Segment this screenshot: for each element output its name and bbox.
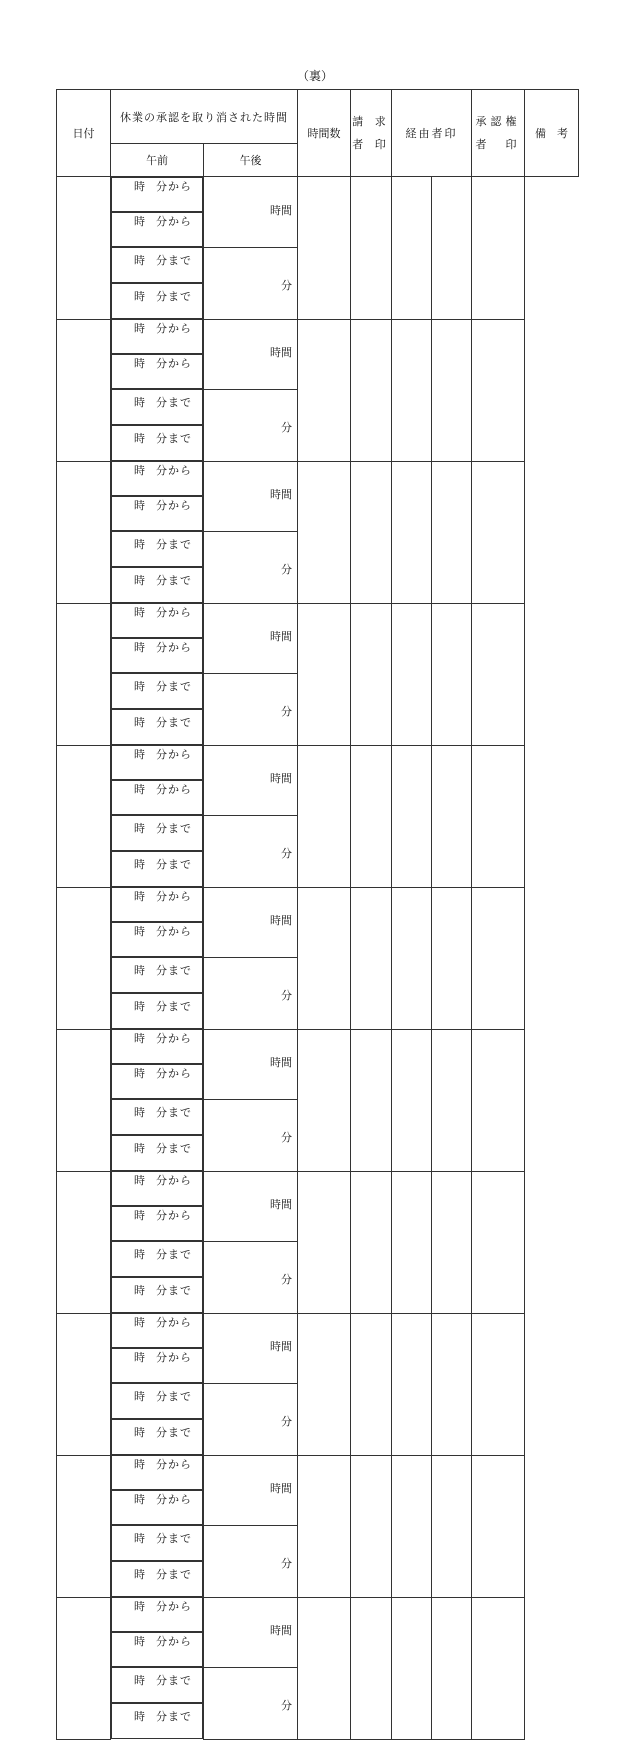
ji-label: 時 <box>134 538 146 551</box>
requester-seal-cell[interactable] <box>298 319 351 461</box>
minutes-cell[interactable] <box>204 673 298 745</box>
ji-label: 時 <box>134 822 146 835</box>
pm-to-cell[interactable] <box>111 851 203 887</box>
ji-label: 時 <box>134 1174 146 1187</box>
entry-row-top <box>57 603 579 673</box>
minutes-cell[interactable] <box>204 531 298 603</box>
fun-label: 分 <box>281 279 292 292</box>
pm-from-cell[interactable] <box>111 780 203 815</box>
from-label: 分から <box>156 641 192 654</box>
header-approver-line1: 承認権 <box>475 115 521 128</box>
am-to-cell[interactable] <box>111 1667 203 1703</box>
am-from-cell[interactable] <box>111 603 203 638</box>
am-from-cell[interactable] <box>111 177 203 212</box>
hours-cell[interactable] <box>204 177 298 248</box>
ji-label: 時 <box>134 290 146 303</box>
from-label: 分から <box>156 1351 192 1364</box>
fun-label: 分 <box>281 705 292 718</box>
via-seal-cell-1[interactable] <box>351 177 392 320</box>
remarks-cell[interactable] <box>472 1029 525 1171</box>
via-seal-cell-1[interactable] <box>351 319 392 461</box>
from-label: 分から <box>156 890 192 903</box>
minutes-cell[interactable] <box>204 1383 298 1455</box>
from-label: 分から <box>156 215 192 228</box>
requester-seal-cell[interactable] <box>298 1597 351 1739</box>
header-via-seal: 経由者印 <box>392 90 472 177</box>
date-cell[interactable] <box>57 1597 111 1739</box>
from-label: 分から <box>156 1209 192 1222</box>
pm-to-cell[interactable] <box>111 1277 203 1313</box>
date-cell[interactable] <box>57 461 111 603</box>
pm-from-cell[interactable] <box>111 922 203 957</box>
ji-label: 時 <box>134 254 146 267</box>
approver-seal-cell[interactable] <box>432 1597 472 1739</box>
ji-label: 時 <box>134 1316 146 1329</box>
via-seal-cell-2[interactable] <box>392 1455 432 1597</box>
remarks-cell[interactable] <box>472 1597 525 1739</box>
pm-to-cell[interactable] <box>111 283 203 319</box>
from-label: 分から <box>156 322 192 335</box>
pm-to-cell[interactable] <box>111 567 203 603</box>
jikan-label: 時間 <box>270 772 292 785</box>
entry-row-top <box>57 745 579 815</box>
via-seal-cell-2[interactable] <box>392 603 432 745</box>
from-label: 分から <box>156 925 192 938</box>
date-cell[interactable] <box>57 177 111 320</box>
fun-label: 分 <box>281 421 292 434</box>
am-to-cell[interactable] <box>111 1383 203 1419</box>
minutes-cell[interactable] <box>204 1667 298 1739</box>
minutes-cell[interactable] <box>204 247 298 319</box>
from-label: 分から <box>156 1174 192 1187</box>
to-label: 分まで <box>156 1106 192 1119</box>
from-label: 分から <box>156 783 192 796</box>
minutes-cell[interactable] <box>204 1241 298 1313</box>
from-label: 分から <box>156 1316 192 1329</box>
ji-label: 時 <box>134 1209 146 1222</box>
ji-label: 時 <box>134 748 146 761</box>
requester-seal-cell[interactable] <box>298 887 351 1029</box>
ji-label: 時 <box>134 215 146 228</box>
to-label: 分まで <box>156 716 192 729</box>
remarks-cell[interactable] <box>472 1171 525 1313</box>
jikan-label: 時間 <box>270 1056 292 1069</box>
via-seal-cell-2[interactable] <box>392 1597 432 1739</box>
jikan-label: 時間 <box>270 1482 292 1495</box>
to-label: 分まで <box>156 1390 192 1403</box>
approver-seal-cell[interactable] <box>432 1455 472 1597</box>
ji-label: 時 <box>134 1142 146 1155</box>
jikan-label: 時間 <box>270 488 292 501</box>
header-approver-line2: 者 印 <box>475 138 521 151</box>
requester-seal-cell[interactable] <box>298 177 351 320</box>
via-seal-cell-2[interactable] <box>392 745 432 887</box>
fun-label: 分 <box>281 1557 292 1570</box>
approver-seal-cell[interactable] <box>432 887 472 1029</box>
am-from-cell[interactable] <box>111 319 203 354</box>
to-label: 分まで <box>156 1000 192 1013</box>
via-seal-cell-2[interactable] <box>392 319 432 461</box>
ji-label: 時 <box>134 1284 146 1297</box>
to-label: 分まで <box>156 822 192 835</box>
to-label: 分まで <box>156 1284 192 1297</box>
am-to-cell[interactable] <box>111 957 203 993</box>
via-seal-cell-1[interactable] <box>351 1597 392 1739</box>
via-seal-cell-1[interactable] <box>351 1029 392 1171</box>
leave-cancellation-form-table <box>56 89 579 1740</box>
from-label: 分から <box>156 606 192 619</box>
remarks-cell[interactable] <box>472 745 525 887</box>
jikan-label: 時間 <box>270 1198 292 1211</box>
ji-label: 時 <box>134 499 146 512</box>
via-seal-cell-1[interactable] <box>351 603 392 745</box>
remarks-cell[interactable] <box>472 887 525 1029</box>
ji-label: 時 <box>134 964 146 977</box>
ji-label: 時 <box>134 1600 146 1613</box>
ji-label: 時 <box>134 716 146 729</box>
header-requester-line2: 者 印 <box>352 138 390 151</box>
remarks-cell[interactable] <box>472 461 525 603</box>
pm-to-cell[interactable] <box>111 1419 203 1455</box>
to-label: 分まで <box>156 964 192 977</box>
minutes-cell[interactable] <box>204 389 298 461</box>
pm-from-cell[interactable] <box>111 1632 203 1667</box>
ji-label: 時 <box>134 1426 146 1439</box>
requester-seal-cell[interactable] <box>298 461 351 603</box>
am-from-cell[interactable] <box>111 1029 203 1064</box>
via-seal-cell-1[interactable] <box>351 461 392 603</box>
to-label: 分まで <box>156 396 192 409</box>
ji-label: 時 <box>134 322 146 335</box>
header-requester-seal <box>351 90 392 177</box>
jikan-label: 時間 <box>270 630 292 643</box>
from-label: 分から <box>156 748 192 761</box>
from-label: 分から <box>156 180 192 193</box>
ji-label: 時 <box>134 858 146 871</box>
am-to-cell[interactable] <box>111 1099 203 1135</box>
ji-label: 時 <box>134 1390 146 1403</box>
jikan-label: 時間 <box>270 1340 292 1353</box>
approver-seal-cell[interactable] <box>432 1313 472 1455</box>
ji-label: 時 <box>134 1674 146 1687</box>
am-from-cell[interactable] <box>111 461 203 496</box>
to-label: 分まで <box>156 680 192 693</box>
requester-seal-cell[interactable] <box>298 1455 351 1597</box>
am-from-cell[interactable] <box>111 1313 203 1348</box>
ji-label: 時 <box>134 606 146 619</box>
header-approver-seal <box>472 90 525 177</box>
from-label: 分から <box>156 1067 192 1080</box>
to-label: 分まで <box>156 290 192 303</box>
minutes-cell[interactable] <box>204 815 298 887</box>
minutes-cell[interactable] <box>204 1099 298 1171</box>
remarks-cell[interactable] <box>472 1313 525 1455</box>
header-am: 午前 <box>111 144 204 177</box>
from-label: 分から <box>156 1493 192 1506</box>
ji-label: 時 <box>134 890 146 903</box>
hours-cell[interactable] <box>204 1313 298 1383</box>
from-label: 分から <box>156 1458 192 1471</box>
from-label: 分から <box>156 499 192 512</box>
pm-to-cell[interactable] <box>111 1135 203 1171</box>
hours-cell[interactable] <box>204 887 298 957</box>
via-seal-cell-2[interactable] <box>392 1313 432 1455</box>
pm-to-cell[interactable] <box>111 425 203 461</box>
ji-label: 時 <box>134 180 146 193</box>
fun-label: 分 <box>281 1273 292 1286</box>
remarks-cell[interactable] <box>472 177 525 320</box>
via-seal-cell-1[interactable] <box>351 745 392 887</box>
am-to-cell[interactable] <box>111 531 203 567</box>
from-label: 分から <box>156 1600 192 1613</box>
pm-from-cell[interactable] <box>111 638 203 673</box>
ji-label: 時 <box>134 1710 146 1723</box>
am-to-cell[interactable] <box>111 673 203 709</box>
entry-row-top <box>57 177 579 248</box>
am-to-cell[interactable] <box>111 1241 203 1277</box>
from-label: 分から <box>156 357 192 370</box>
fun-label: 分 <box>281 847 292 860</box>
via-seal-cell-1[interactable] <box>351 1455 392 1597</box>
pm-to-cell[interactable] <box>111 993 203 1029</box>
ji-label: 時 <box>134 464 146 477</box>
requester-seal-cell[interactable] <box>298 1313 351 1455</box>
jikan-label: 時間 <box>270 914 292 927</box>
pm-from-cell[interactable] <box>111 1348 203 1383</box>
ji-label: 時 <box>134 1351 146 1364</box>
ji-label: 時 <box>134 1458 146 1471</box>
fun-label: 分 <box>281 563 292 576</box>
via-seal-cell-1[interactable] <box>351 887 392 1029</box>
hours-cell[interactable] <box>204 1455 298 1525</box>
hours-cell[interactable] <box>204 603 298 673</box>
requester-seal-cell[interactable] <box>298 603 351 745</box>
ji-label: 時 <box>134 1032 146 1045</box>
ji-label: 時 <box>134 1248 146 1261</box>
to-label: 分まで <box>156 432 192 445</box>
date-cell[interactable] <box>57 1171 111 1313</box>
date-cell[interactable] <box>57 745 111 887</box>
header-cancelled-time: 休業の承認を取り消された時間 <box>111 90 298 144</box>
entry-row-top <box>57 1171 579 1241</box>
minutes-cell[interactable] <box>204 1525 298 1597</box>
pm-to-cell[interactable] <box>111 1561 203 1597</box>
pm-to-cell[interactable] <box>111 1703 203 1739</box>
approver-seal-cell[interactable] <box>432 1029 472 1171</box>
fun-label: 分 <box>281 1131 292 1144</box>
approver-seal-cell[interactable] <box>432 1171 472 1313</box>
remarks-cell[interactable] <box>472 603 525 745</box>
entry-row-top <box>57 461 579 531</box>
to-label: 分まで <box>156 1248 192 1261</box>
entry-row-top <box>57 1029 579 1099</box>
entry-row-top <box>57 1313 579 1383</box>
hours-cell[interactable] <box>204 461 298 531</box>
entry-row-top <box>57 319 579 389</box>
ji-label: 時 <box>134 680 146 693</box>
to-label: 分まで <box>156 574 192 587</box>
pm-from-cell[interactable] <box>111 1490 203 1525</box>
requester-seal-cell[interactable] <box>298 1171 351 1313</box>
am-from-cell[interactable] <box>111 1597 203 1632</box>
pm-from-cell[interactable] <box>111 212 203 247</box>
am-to-cell[interactable] <box>111 247 203 283</box>
approver-seal-cell[interactable] <box>432 603 472 745</box>
entry-row-top <box>57 887 579 957</box>
ji-label: 時 <box>134 641 146 654</box>
to-label: 分まで <box>156 1532 192 1545</box>
pm-from-cell[interactable] <box>111 496 203 531</box>
to-label: 分まで <box>156 1426 192 1439</box>
ji-label: 時 <box>134 925 146 938</box>
approver-seal-cell[interactable] <box>432 461 472 603</box>
from-label: 分から <box>156 1032 192 1045</box>
approver-seal-cell[interactable] <box>432 745 472 887</box>
approver-seal-cell[interactable] <box>432 319 472 461</box>
ji-label: 時 <box>134 574 146 587</box>
am-to-cell[interactable] <box>111 815 203 851</box>
via-seal-cell-1[interactable] <box>351 1313 392 1455</box>
to-label: 分まで <box>156 254 192 267</box>
am-from-cell[interactable] <box>111 745 203 780</box>
approver-seal-cell[interactable] <box>432 177 472 320</box>
requester-seal-cell[interactable] <box>298 1029 351 1171</box>
date-cell[interactable] <box>57 887 111 1029</box>
hours-cell[interactable] <box>204 1171 298 1241</box>
via-seal-cell-2[interactable] <box>392 177 432 320</box>
date-cell[interactable] <box>57 1313 111 1455</box>
from-label: 分から <box>156 1635 192 1648</box>
from-label: 分から <box>156 464 192 477</box>
ji-label: 時 <box>134 432 146 445</box>
remarks-cell[interactable] <box>472 1455 525 1597</box>
header-hours: 時間数 <box>298 90 351 177</box>
via-seal-cell-2[interactable] <box>392 887 432 1029</box>
entry-row-top <box>57 1455 579 1525</box>
fun-label: 分 <box>281 1699 292 1712</box>
via-seal-cell-2[interactable] <box>392 1171 432 1313</box>
am-to-cell[interactable] <box>111 389 203 425</box>
via-seal-cell-2[interactable] <box>392 1029 432 1171</box>
pm-to-cell[interactable] <box>111 709 203 745</box>
page-mark: （裏） <box>296 69 333 83</box>
date-cell[interactable] <box>57 319 111 461</box>
to-label: 分まで <box>156 858 192 871</box>
jikan-label: 時間 <box>270 203 292 217</box>
ji-label: 時 <box>134 1635 146 1648</box>
ji-label: 時 <box>134 783 146 796</box>
to-label: 分まで <box>156 1142 192 1155</box>
ji-label: 時 <box>134 396 146 409</box>
to-label: 分まで <box>156 1710 192 1723</box>
fun-label: 分 <box>281 989 292 1002</box>
requester-seal-cell[interactable] <box>298 745 351 887</box>
header-pm: 午後 <box>204 144 298 177</box>
pm-from-cell[interactable] <box>111 1206 203 1241</box>
to-label: 分まで <box>156 1568 192 1581</box>
ji-label: 時 <box>134 1067 146 1080</box>
am-from-cell[interactable] <box>111 1171 203 1206</box>
via-seal-cell-2[interactable] <box>392 461 432 603</box>
ji-label: 時 <box>134 1568 146 1581</box>
date-cell[interactable] <box>57 1029 111 1171</box>
jikan-label: 時間 <box>270 1624 292 1637</box>
header-requester-line1: 請 求 <box>352 115 390 128</box>
hours-cell[interactable] <box>204 319 298 389</box>
minutes-cell[interactable] <box>204 957 298 1029</box>
date-cell[interactable] <box>57 603 111 745</box>
remarks-cell[interactable] <box>472 319 525 461</box>
to-label: 分まで <box>156 1674 192 1687</box>
to-label: 分まで <box>156 538 192 551</box>
entry-row-top <box>57 1597 579 1667</box>
jikan-label: 時間 <box>270 346 292 359</box>
header-remarks: 備 考 <box>525 90 579 177</box>
hours-cell[interactable] <box>204 745 298 815</box>
am-to-cell[interactable] <box>111 1525 203 1561</box>
hours-cell[interactable] <box>204 1029 298 1099</box>
am-from-cell[interactable] <box>111 1455 203 1490</box>
ji-label: 時 <box>134 1000 146 1013</box>
date-cell[interactable] <box>57 1455 111 1597</box>
am-from-cell[interactable] <box>111 887 203 922</box>
ji-label: 時 <box>134 1106 146 1119</box>
ji-label: 時 <box>134 1532 146 1545</box>
ji-label: 時 <box>134 357 146 370</box>
hours-cell[interactable] <box>204 1597 298 1667</box>
fun-label: 分 <box>281 1415 292 1428</box>
ji-label: 時 <box>134 1493 146 1506</box>
via-seal-cell-1[interactable] <box>351 1171 392 1313</box>
pm-from-cell[interactable] <box>111 1064 203 1099</box>
pm-from-cell[interactable] <box>111 354 203 389</box>
header-date: 日付 <box>57 90 111 177</box>
